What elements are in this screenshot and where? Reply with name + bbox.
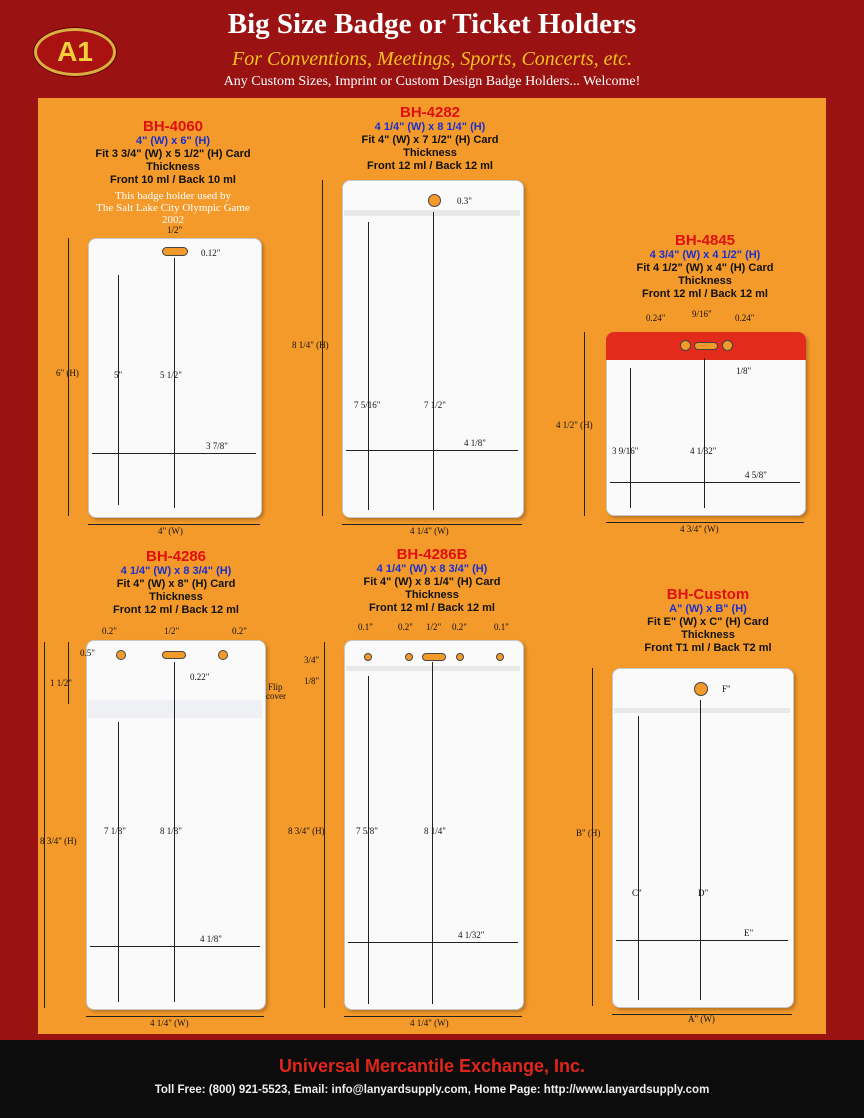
dim-label: 7 1/2"	[424, 400, 446, 410]
dim-line	[174, 258, 175, 508]
product-thickness: Thickness	[678, 275, 732, 287]
punch-hole	[116, 650, 126, 660]
dim-label: Flip	[268, 682, 283, 692]
dim-label: 0.3"	[457, 196, 472, 206]
company-name: Universal Mercantile Exchange, Inc.	[278, 1056, 586, 1076]
dim-label: A" (W)	[688, 1014, 715, 1024]
punch-hole	[456, 653, 464, 661]
product-front-back: Front 10 ml / Back 10 ml	[110, 174, 236, 186]
dim-line	[68, 642, 69, 704]
product-front-back: Front T1 ml / Back T2 ml	[644, 642, 772, 654]
product-size: 4 3/4" (W) x 4 1/2" (H)	[649, 249, 761, 261]
dim-line	[348, 942, 518, 943]
dim-label: 3 9/16"	[612, 446, 639, 456]
dim-label: 4 1/4" (W)	[410, 526, 449, 536]
dim-label: 0.2"	[452, 622, 467, 632]
dim-label: 7 5/16"	[354, 400, 381, 410]
dim-line	[118, 275, 119, 505]
dim-line	[700, 700, 701, 1000]
contact-line: Toll Free: (800) 921-5523, Email: info@lanyardsupply.com, Home Page: http://www.lanyardsupply.com	[154, 1084, 710, 1096]
product-code: BH-4286	[145, 548, 207, 565]
custom-card	[612, 668, 794, 1008]
dim-label: F"	[722, 684, 731, 694]
product-code: BH-4060	[142, 118, 204, 135]
dim-label: 3/4"	[304, 655, 320, 665]
flip-cover-strip	[88, 700, 262, 718]
dim-line	[433, 212, 434, 510]
product-front-back: Front 12 ml / Back 12 ml	[113, 604, 239, 616]
dim-label: 4 1/32"	[458, 930, 485, 940]
dim-label: 0.1"	[358, 622, 373, 632]
product-fit: Fit 3 3/4" (W) x 5 1/2" (H) Card	[95, 148, 251, 160]
dim-label: 0.22"	[190, 672, 210, 682]
dim-label: 4 1/8"	[200, 934, 222, 944]
dim-label: 8 1/4"	[424, 826, 446, 836]
product-thickness: Thickness	[146, 161, 200, 173]
product-code: BH-4286B	[396, 546, 468, 563]
dim-label: 1/2"	[164, 626, 180, 636]
dim-line	[90, 946, 260, 947]
dim-label: 0.5"	[80, 648, 95, 658]
dim-label: 8 1/4" (H)	[292, 340, 329, 350]
product-fit: Fit 4" (W) x 8" (H) Card	[116, 578, 236, 590]
product-size: 4 1/4" (W) x 8 3/4" (H)	[376, 563, 488, 575]
dim-line	[324, 642, 325, 1008]
dim-line	[610, 482, 800, 483]
product-thickness: Thickness	[403, 147, 457, 159]
dim-label: D"	[698, 888, 709, 898]
product-fit: Fit 4" (W) x 8 1/4" (H) Card	[363, 576, 501, 588]
dim-label: 0.2"	[398, 622, 413, 632]
dim-label: 7 5/8"	[356, 826, 378, 836]
zip-strip	[344, 210, 520, 216]
dim-label: 0.1"	[494, 622, 509, 632]
dim-line	[638, 716, 639, 1000]
dim-label: 1/2"	[167, 225, 183, 235]
dim-label: 4 1/2" (H)	[556, 420, 593, 430]
dim-label: C"	[632, 888, 642, 898]
punch-hole	[364, 653, 372, 661]
dim-line	[342, 524, 522, 525]
product-size: 4" (W) x 6" (H)	[136, 135, 210, 147]
product-code: BH-4845	[674, 232, 736, 249]
dim-label: 0.12"	[201, 248, 221, 258]
dim-label: 4 1/32"	[690, 446, 717, 456]
slot-hole	[694, 342, 718, 350]
dim-label: 1 1/2"	[50, 678, 72, 688]
dim-label: 4 1/4" (W)	[150, 1018, 189, 1028]
dim-line	[118, 722, 119, 1002]
bh4286b-info	[342, 546, 522, 615]
dim-line	[344, 1016, 522, 1017]
dim-label: 0.2"	[102, 626, 117, 636]
dim-label: 8 1/8"	[160, 826, 182, 836]
bh4286-card	[86, 640, 266, 1010]
punch-hole	[680, 340, 691, 351]
product-front-back: Front 12 ml / Back 12 ml	[642, 288, 768, 300]
dim-label: 3 7/8"	[206, 441, 228, 451]
a1-logo: A1	[34, 28, 116, 76]
product-size: 4 1/4" (W) x 8 1/4" (H)	[374, 121, 486, 133]
dim-label: 0.24"	[646, 313, 666, 323]
product-fit: Fit E" (W) x C" (H) Card	[647, 616, 769, 628]
dim-line	[606, 522, 804, 523]
dim-line	[368, 222, 369, 510]
punch-hole	[405, 653, 413, 661]
product-front-back: Front 12 ml / Back 12 ml	[369, 602, 495, 614]
dim-line	[630, 368, 631, 508]
punch-hole	[694, 682, 708, 696]
punch-hole	[722, 340, 733, 351]
product-fit: Fit 4 1/2" (W) x 4" (H) Card	[636, 262, 774, 274]
dim-label: 8 3/4" (H)	[288, 826, 325, 836]
product-thickness: Thickness	[405, 589, 459, 601]
dim-label: 0.24"	[735, 313, 755, 323]
product-note: The Salt Lake City Olympic Game 2002	[96, 202, 250, 226]
bh4282-info	[340, 104, 520, 173]
dim-label: 1/8"	[304, 676, 320, 686]
dim-label: 8 3/4" (H)	[40, 836, 77, 846]
slot-hole	[422, 653, 446, 661]
product-fit: Fit 4" (W) x 7 1/2" (H) Card	[361, 134, 499, 146]
bh4060-info	[88, 118, 258, 226]
dim-label: 5"	[114, 370, 123, 380]
punch-hole	[496, 653, 504, 661]
product-size: 4 1/4" (W) x 8 3/4" (H)	[120, 565, 232, 577]
dim-label: 4" (W)	[158, 526, 183, 536]
dim-line	[88, 524, 260, 525]
dim-label: 4 1/8"	[464, 438, 486, 448]
product-thickness: Thickness	[149, 591, 203, 603]
slot-hole	[162, 651, 186, 659]
dim-line	[368, 676, 369, 1004]
dim-label: 4 3/4" (W)	[680, 524, 719, 534]
dim-label: E"	[744, 928, 754, 938]
punch-hole	[428, 194, 441, 207]
slot-hole	[162, 247, 188, 256]
dim-line	[86, 1016, 264, 1017]
dim-label: 4 5/8"	[745, 470, 767, 480]
dim-line	[44, 642, 45, 1008]
dim-label: 1/2"	[426, 622, 442, 632]
dim-label: 0.2"	[232, 626, 247, 636]
page-tagline: Any Custom Sizes, Imprint or Custom Design Badge Holders... Welcome!	[223, 74, 641, 89]
dim-line	[616, 940, 788, 941]
dim-line	[346, 450, 518, 451]
dim-label: cover	[266, 691, 286, 701]
product-code: BH-4282	[399, 104, 461, 121]
bh4286b-card	[344, 640, 524, 1010]
dim-label: 4 1/4" (W)	[410, 1018, 449, 1028]
dim-label: 5 1/2"	[160, 370, 182, 380]
product-size: A" (W) x B" (H)	[669, 603, 747, 615]
product-note: This badge holder used by	[114, 190, 232, 202]
punch-hole	[218, 650, 228, 660]
dim-label: B" (H)	[576, 828, 601, 838]
product-front-back: Front 12 ml / Back 12 ml	[367, 160, 493, 172]
footer	[0, 1040, 864, 1118]
page-subtitle: For Conventions, Meetings, Sports, Concerts, etc.	[232, 48, 632, 70]
dim-line	[704, 358, 705, 508]
bh4286-info	[88, 548, 264, 617]
page-title: Big Size Badge or Ticket Holders	[227, 8, 637, 40]
product-thickness: Thickness	[681, 629, 735, 641]
zip-strip	[614, 708, 790, 713]
dim-label: 9/16"	[692, 309, 712, 319]
dim-line	[92, 453, 256, 454]
bh4845-info	[610, 232, 800, 301]
dim-label: 1/8"	[736, 366, 752, 376]
product-code: BH-Custom	[666, 586, 750, 603]
zip-strip	[346, 666, 520, 671]
custom-info	[610, 586, 806, 655]
dim-label: 6" (H)	[56, 368, 79, 378]
dim-label: 7 1/8"	[104, 826, 126, 836]
